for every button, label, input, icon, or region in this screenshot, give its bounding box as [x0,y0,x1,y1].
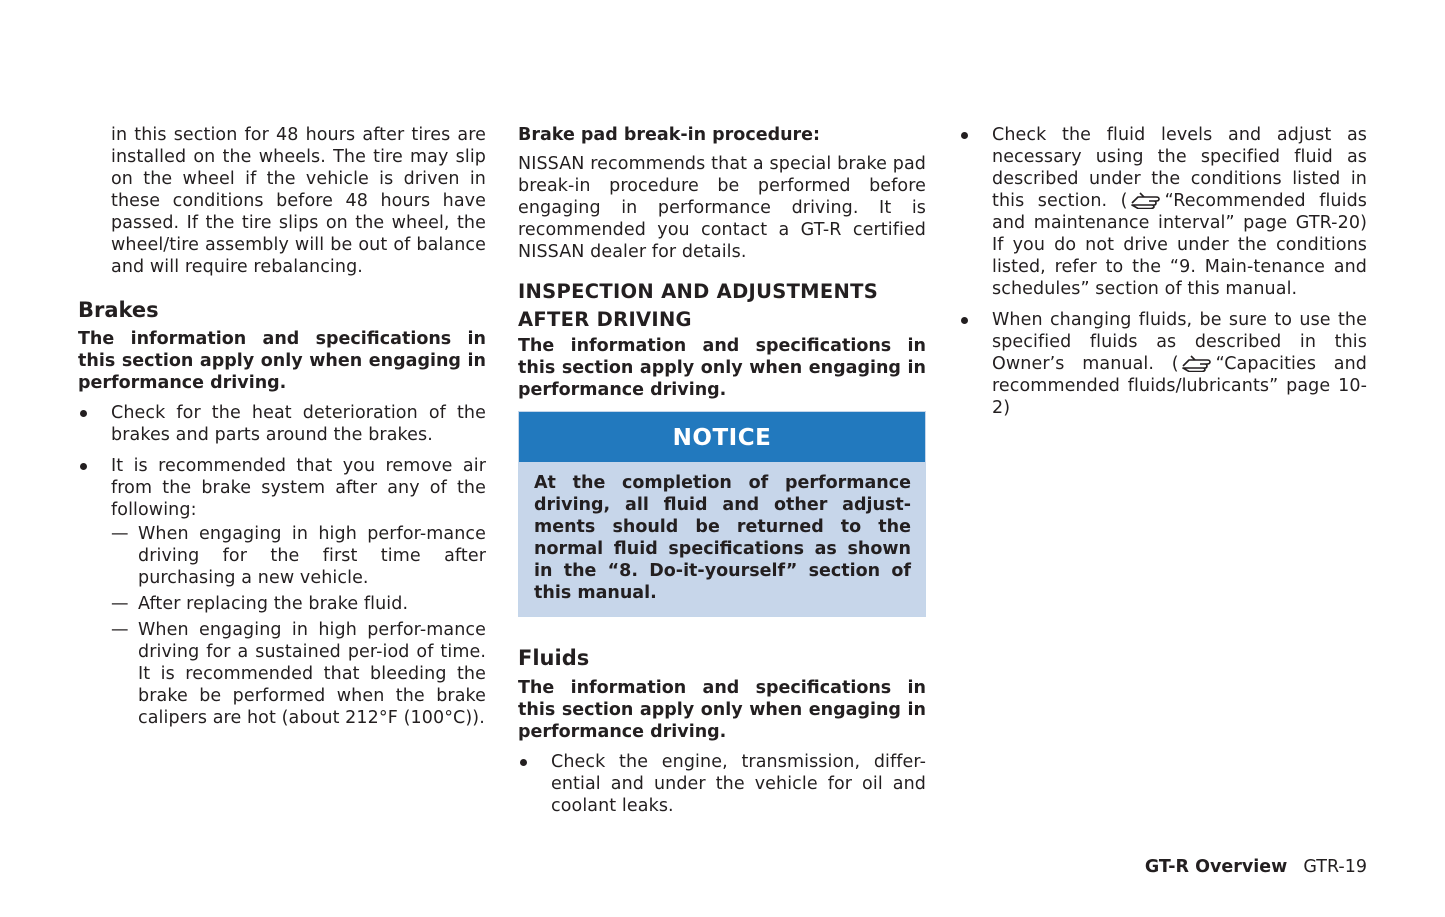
list-item [959,309,1367,419]
list-item [518,751,926,817]
list-item [78,455,486,729]
dash-mark: — [111,524,129,544]
bullet-dot-icon [80,463,87,470]
brakes-bullet-text: It is recommended that you remove air from the brake system after any of the following: [111,456,486,520]
inspection-heading-line2: AFTER DRIVING [518,308,692,331]
intro-paragraph: in this section for 48 hours after tires are installed on the wheels. The tire may slip on the wheel if the vehicle is driven in these conditions before 48 hours have passed. If the tire slips on the wheel, the wheel/tire assembly will be out of balance and will require rebalancing. [111,125,486,277]
list-item [78,402,486,446]
dash-item [111,619,486,729]
notice-title: NOTICE [519,412,925,462]
fluid-check-text-part2: “Recommended fluids and maintenance interval” page GTR-20) If you do not drive under the conditions listed, refer to the “9. Main-tenance and schedules” section of this manual. [992,191,1367,299]
brakes-lead: The information and specifications in this section apply only when engaging in performance driving. [78,329,486,393]
inspection-heading-line1: INSPECTION AND ADJUSTMENTS [518,280,879,303]
footer-page-number: GTR-19 [1303,857,1367,877]
fluid-check-text-part1: Check the fluid levels and adjust as necessary using the specified fluid as described under the conditions listed in this section. ( [992,125,1367,211]
notice-text: At the completion of performance driving, all fluid and other adjust-ments should be returned to the normal fluid specifications as shown in the “8. Do-it-yourself” section of this manual. [519,462,925,616]
dash-text: When engaging in high perfor-mance driving for the first time after purchasing a new vehicle. [138,524,486,588]
reference-hand-icon [1130,191,1162,209]
bullet-dot-icon [961,132,968,139]
column-middle [518,124,926,817]
dash-list [111,523,486,729]
dash-item [111,523,486,589]
dash-mark: — [111,594,129,614]
fluid-change-text-part2: “Capacities and recommended fluids/lubricants” page 10-2) [992,354,1368,418]
notice-box [518,411,926,617]
footer-section-title: GT-R Overview [1144,857,1288,877]
dash-text: When engaging in high perfor-mance driving for a sustained per-iod of time. It is recommended that bleeding the brake be performed when the brake calipers are hot (about 212°F (100°C)). [138,620,486,728]
reference-hand-icon [1181,354,1213,372]
pad-breakin-heading: Brake pad break-in procedure: [518,125,821,145]
fluids-lead: The information and specifications in this section apply only when engaging in performance driving. [518,678,926,742]
fluid-check-bullet-list [959,124,1367,419]
fluids-heading: Fluids [518,646,590,670]
page-footer [1145,856,1367,878]
inspection-heading [518,278,926,334]
column-left [78,124,486,733]
dash-mark: — [111,620,129,640]
pad-breakin-text: NISSAN recommends that a special brake pad break-in procedure be performed before engaging in performance driving. It is recommended you contact a GT-R certified NISSAN dealer for details. [518,154,926,262]
brakes-bullet-text: Check for the heat deterioration of the brakes and parts around the brakes. [111,403,486,445]
fluids-bullet-list [518,751,926,817]
bullet-dot-icon [80,410,87,417]
bullet-dot-icon [520,759,527,766]
fluid-change-text-part1: When changing fluids, be sure to use the specified fluids as described in this Owner’s manual. ( [992,310,1367,374]
column-right [959,124,1367,419]
dash-text: After replacing the brake fluid. [138,594,409,614]
brakes-bullet-list [78,402,486,729]
list-item [959,124,1367,300]
dash-item [111,593,486,615]
inspection-lead: The information and specifications in this section apply only when engaging in performance driving. [518,336,926,400]
fluids-bullet-text: Check the engine, transmission, differ-ential and under the vehicle for oil and coolant leaks. [551,752,926,816]
brakes-heading: Brakes [78,298,159,322]
bullet-dot-icon [961,317,968,324]
